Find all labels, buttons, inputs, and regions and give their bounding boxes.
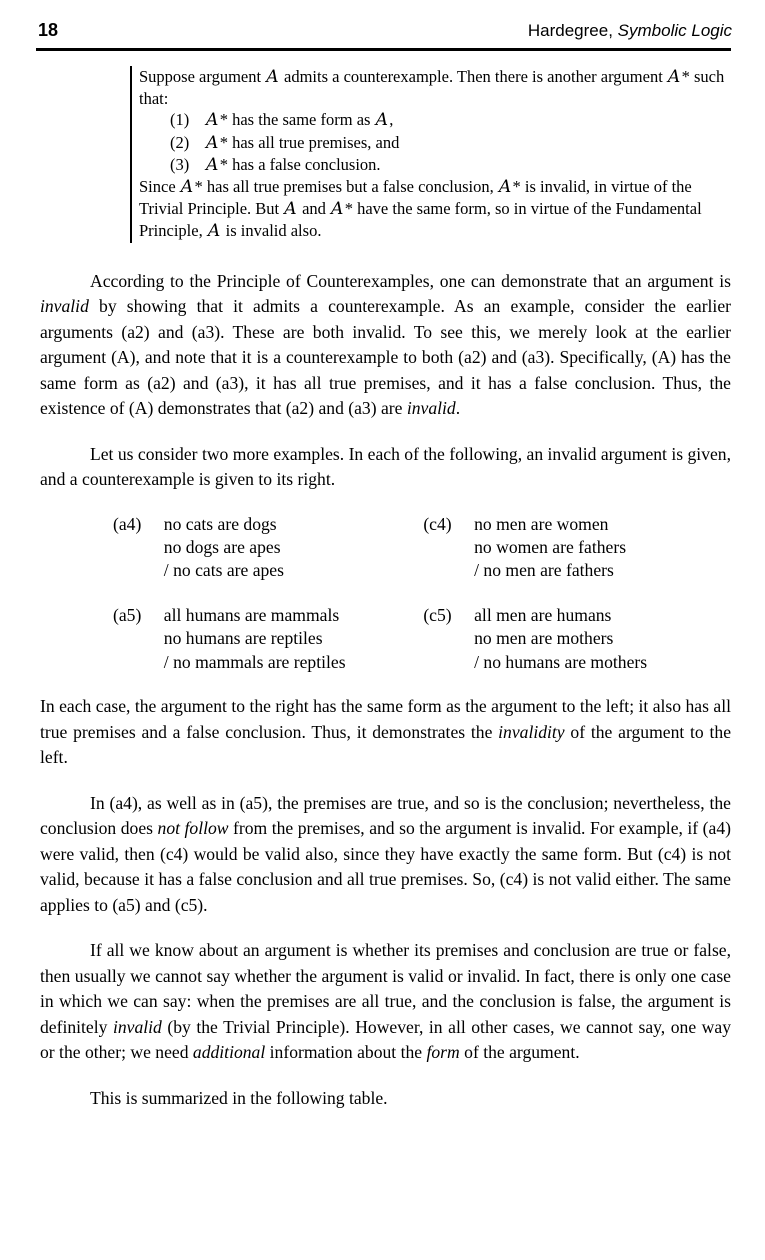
spacer	[40, 243, 731, 269]
par-text: According to the Principle of Counterexamples, one can demonstrate that an argument is	[90, 270, 731, 291]
par-text: In each case, the argument to the right has the same form as the argument to the left; it also has all true premises and a false conclusion. Thus, it demonstrates the	[40, 696, 731, 742]
emphasis-invalid: invalid	[40, 296, 89, 317]
emphasis-additional: additional	[192, 1042, 266, 1063]
par-text: information about the	[265, 1042, 427, 1063]
argument-line: no men are women	[474, 513, 609, 534]
quote-intro-text-a: Suppose argument	[139, 67, 262, 86]
list-item-text	[205, 154, 739, 176]
argument-examples-table	[113, 513, 733, 674]
argument-body-c5	[474, 604, 733, 674]
argument-line: / no mammals are reptiles	[163, 651, 346, 672]
argument-label-a4: (a4)	[113, 513, 142, 534]
list-item-text	[205, 109, 739, 131]
argument-line: / no men are fathers	[474, 560, 614, 581]
paragraph-same-form-demonstration	[40, 694, 731, 771]
par-text: In (a4), as well as in (a5), the premises are true, and so is the conclusion; nevertheless, the conclusion does	[40, 792, 731, 839]
paragraph-truth-value-knowledge	[40, 938, 731, 1066]
argument-line: / no cats are apes	[163, 560, 284, 581]
header-book-title: Symbolic Logic	[617, 21, 732, 40]
emphasis-not-follow: not follow	[157, 818, 229, 839]
argument-body-a5	[164, 604, 424, 674]
quote-closing-c: * is invalid, in virtue of the Trivial Principle. But	[139, 177, 692, 219]
script-a-glyph: A	[284, 199, 297, 220]
emphasis-invalid: invalid	[112, 1016, 162, 1037]
paragraph-two-more-examples	[40, 442, 731, 493]
quote-intro-text-c: * such that:	[139, 67, 725, 109]
spacer	[40, 771, 731, 791]
header-rule-divider	[36, 48, 731, 51]
emphasis-form: form	[426, 1042, 460, 1063]
table-row	[113, 513, 733, 583]
argument-line: no dogs are apes	[163, 537, 281, 558]
list-item-number: (1)	[170, 110, 190, 130]
script-a-glyph: A	[206, 154, 219, 175]
script-a-glyph: A	[266, 67, 279, 87]
paragraph-counterexamples-principle	[40, 269, 731, 422]
spacer	[40, 422, 731, 442]
argument-body-c4	[474, 513, 733, 583]
argument-body-a4	[164, 513, 424, 583]
par-text: of the argument to the left.	[40, 721, 732, 768]
argument-line: / no humans are mothers	[474, 651, 648, 672]
spacer	[40, 1066, 731, 1086]
paragraph-not-follow-explanation	[40, 791, 731, 919]
list-item	[170, 109, 739, 131]
par-text: If all we know about an argument is whether its premises and conclusion are true or false, then usually we cannot say whether the argument is valid or invalid. In fact, there is only one case in which we can say: when the premises are all true, and the conclusion is false, the argument is definitely	[40, 940, 731, 1037]
page-number: 18	[38, 20, 59, 40]
argument-label-a5: (a5)	[113, 604, 142, 625]
argument-line: no women are fathers	[474, 537, 627, 558]
argument-line: all humans are mammals	[163, 604, 340, 625]
spacer	[40, 918, 731, 938]
script-a-glyph: A	[667, 67, 681, 87]
argument-line: no men are mothers	[474, 628, 614, 649]
script-a-glyph: A	[206, 110, 219, 131]
par-text: of the argument.	[459, 1042, 580, 1063]
spacer	[40, 493, 731, 513]
list-item-body: * has the same form as	[219, 110, 371, 130]
list-item-text	[205, 132, 739, 154]
emphasis-invalid: invalid	[406, 398, 456, 419]
list-item-number: (2)	[170, 132, 190, 152]
par-text: This is summarized in the following table.	[90, 1087, 388, 1108]
quote-intro-line	[139, 66, 739, 109]
list-item-body: * has a false conclusion.	[219, 154, 381, 174]
script-a-glyph: A	[375, 110, 389, 131]
spacer	[40, 674, 731, 694]
quote-closing-b: * has all true premises but a false conclusion,	[194, 177, 494, 197]
quote-closing-e: * have the same form, so in virtue of the Fundamental Principle,	[139, 199, 702, 241]
quote-closing-f: is invalid also.	[225, 221, 322, 241]
quote-closing-d: and	[302, 199, 326, 219]
par-text: .	[455, 398, 461, 419]
quote-closing-a: Since	[139, 177, 176, 197]
paragraph-table-intro	[40, 1086, 731, 1112]
list-item-number: (3)	[170, 154, 190, 174]
argument-label-c4: (c4)	[423, 513, 452, 534]
table-row-spacer	[113, 583, 733, 604]
list-item-body: * has all true premises, and	[219, 132, 400, 152]
par-text: from the premises, and so the argument is invalid. For example, if (a4) were valid, then (c4) would be valid also, since they have exactly the same form. But (c4) is not valid, because it has a false conclusion and all true premises. So, (c4) is not valid either. The same applies to (a5) and (c5).	[40, 818, 732, 915]
list-item	[170, 132, 739, 154]
par-text: Let us consider two more examples. In each of the following, an invalid argument is given, and a counterexample is given to its right.	[40, 443, 731, 490]
header-author: Hardegree,	[527, 21, 613, 40]
script-a-glyph: A	[180, 177, 194, 198]
argument-line: no cats are dogs	[163, 513, 277, 534]
quoted-proof-block	[130, 66, 739, 243]
list-item-tail: ,	[389, 110, 394, 130]
argument-line: no humans are reptiles	[163, 628, 323, 649]
script-a-glyph: A	[331, 199, 344, 220]
table-row	[113, 604, 733, 674]
script-a-glyph: A	[498, 177, 512, 198]
argument-line: all men are humans	[474, 604, 612, 625]
page-content	[40, 66, 731, 1111]
quote-closing-line	[139, 176, 739, 243]
page-header	[38, 20, 732, 41]
argument-label-c5: (c5)	[423, 604, 452, 625]
proof-conditions-list	[139, 109, 739, 176]
quote-intro-text-b: admits a counterexample. Then there is another argument	[284, 67, 663, 86]
list-item	[170, 154, 739, 176]
script-a-glyph: A	[207, 221, 221, 242]
header-title	[528, 21, 732, 41]
script-a-glyph: A	[206, 132, 219, 153]
par-text: by showing that it admits a counterexample. As an example, consider the earlier arguments (a2) and (a3). These are both invalid. To see this, we merely look at the earlier argument (A), and note that it is a counterexample to both (a2) and (a3). Specifically, (A) has the same form as (a2) and (a3), it has all true premises, and it has a false conclusion. Thus, the existence of (A) demonstrates that (a2) and (a3) are	[40, 296, 731, 419]
emphasis-invalidity: invalidity	[498, 721, 565, 742]
par-text: (by the Trivial Principle). However, in all other cases, we cannot say, one way or the other; we need	[40, 1016, 731, 1063]
